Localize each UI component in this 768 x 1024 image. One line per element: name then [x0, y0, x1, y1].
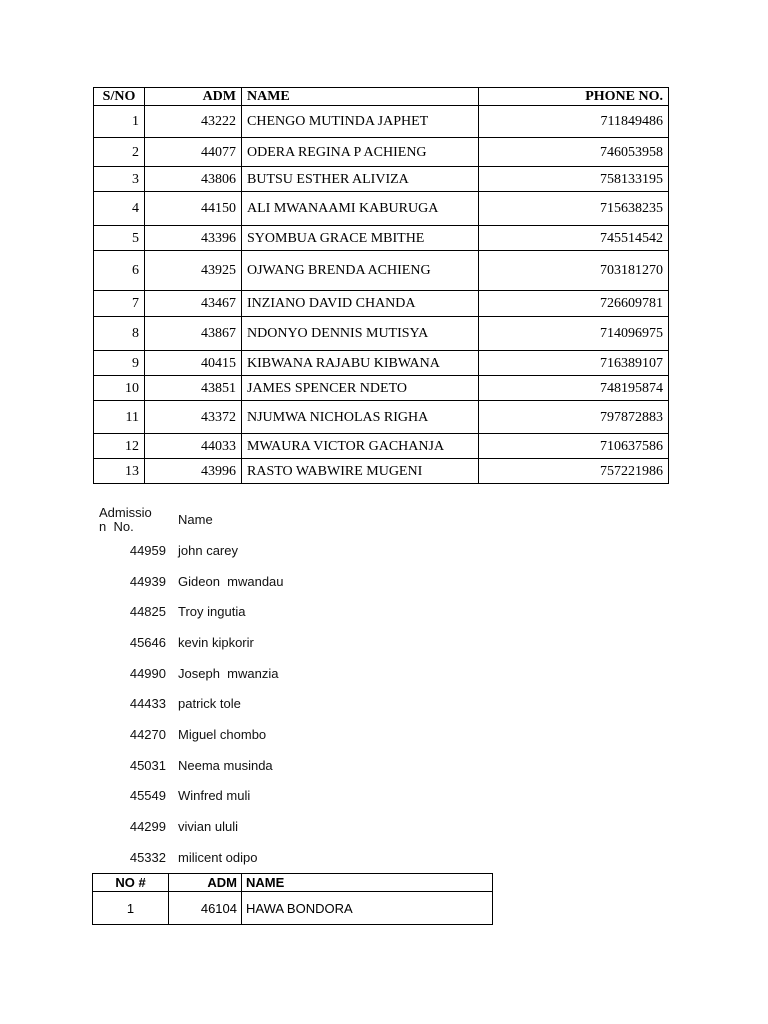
cell-name: NDONYO DENNIS MUTISYA [242, 317, 479, 351]
cell-name: patrick tole [178, 696, 241, 712]
admission-list-table [93, 504, 284, 873]
table-row [93, 781, 284, 812]
cell-name: ALI MWANAAMI KABURUGA [242, 192, 479, 226]
cell-adm: 44150 [145, 192, 242, 226]
cell-name: HAWA BONDORA [242, 892, 493, 925]
cell-admission-no: 45031 [129, 757, 166, 773]
cell-name: OJWANG BRENDA ACHIENG [242, 251, 479, 291]
cell-admission-no: 44939 [129, 573, 166, 589]
table-header-row [94, 88, 669, 106]
cell-adm: 43925 [145, 251, 242, 291]
cell-name: Winfred muli [178, 788, 251, 804]
header-admission-no [93, 504, 178, 535]
cell-adm: 46104 [169, 892, 242, 925]
cell-adm: 43372 [145, 401, 242, 434]
table-body [93, 892, 493, 925]
table-row [94, 226, 669, 251]
table-header-row [93, 504, 284, 535]
cell-name: BUTSU ESTHER ALIVIZA [242, 167, 479, 192]
table-row [94, 138, 669, 167]
table-row [94, 459, 669, 484]
table-row [93, 658, 284, 689]
cell-name: kevin kipkorir [178, 634, 254, 650]
cell-admission-no: 44433 [129, 696, 166, 712]
table-row [93, 719, 284, 750]
cell-adm: 43396 [145, 226, 242, 251]
cell-phone: 748195874 [479, 376, 669, 401]
cell-adm: 43806 [145, 167, 242, 192]
table-row [93, 842, 284, 873]
single-student-table [92, 873, 493, 925]
cell-adm: 43867 [145, 317, 242, 351]
cell-phone: 745514542 [479, 226, 669, 251]
cell-phone: 711849486 [479, 106, 669, 138]
cell-phone: 715638235 [479, 192, 669, 226]
table-body [94, 106, 669, 484]
cell-phone: 726609781 [479, 291, 669, 317]
cell-phone: 710637586 [479, 434, 669, 459]
table-row [94, 291, 669, 317]
cell-adm: 43222 [145, 106, 242, 138]
table-row [94, 317, 669, 351]
cell-name: milicent odipo [178, 849, 258, 865]
cell-phone: 714096975 [479, 317, 669, 351]
table-row [94, 401, 669, 434]
cell-name: john carey [178, 542, 238, 558]
table-row [94, 167, 669, 192]
table-row [93, 627, 284, 658]
cell-admission-no: 44825 [129, 604, 166, 620]
cell-name: Miguel chombo [178, 726, 267, 742]
table-row [94, 376, 669, 401]
cell-admission-no: 45332 [129, 849, 166, 865]
header-admission-no-line1: Admissio [99, 504, 152, 520]
cell-name: MWAURA VICTOR GACHANJA [242, 434, 479, 459]
cell-name: JAMES SPENCER NDETO [242, 376, 479, 401]
cell-adm: 43467 [145, 291, 242, 317]
cell-sno: 3 [94, 167, 145, 192]
table-body [93, 535, 284, 873]
table-row [93, 892, 493, 925]
cell-sno: 2 [94, 138, 145, 167]
cell-name: Gideon mwandau [178, 573, 284, 589]
table-row [93, 688, 284, 719]
cell-admission-no: 44270 [129, 726, 166, 742]
cell-sno: 1 [94, 106, 145, 138]
table-row [94, 192, 669, 226]
cell-sno: 10 [94, 376, 145, 401]
table-row [94, 351, 669, 376]
cell-admission-no: 44990 [129, 665, 166, 681]
cell-admission-no: 44959 [129, 542, 166, 558]
cell-admission-no: 44299 [129, 819, 166, 835]
cell-sno: 5 [94, 226, 145, 251]
header-sno: S/NO [94, 88, 145, 106]
header-name: Name [178, 511, 213, 527]
cell-sno: 7 [94, 291, 145, 317]
table-row [93, 535, 284, 566]
cell-phone: 716389107 [479, 351, 669, 376]
cell-name: CHENGO MUTINDA JAPHET [242, 106, 479, 138]
cell-sno: 9 [94, 351, 145, 376]
cell-name: NJUMWA NICHOLAS RIGHA [242, 401, 479, 434]
header-name: NAME [242, 874, 493, 892]
cell-adm: 43851 [145, 376, 242, 401]
header-adm: ADM [145, 88, 242, 106]
cell-admission-no: 45646 [129, 634, 166, 650]
cell-name: Neema musinda [178, 757, 273, 773]
cell-name: KIBWANA RAJABU KIBWANA [242, 351, 479, 376]
cell-name: RASTO WABWIRE MUGENI [242, 459, 479, 484]
header-phone: PHONE NO. [479, 88, 669, 106]
cell-sno: 4 [94, 192, 145, 226]
cell-phone: 757221986 [479, 459, 669, 484]
table-row [94, 251, 669, 291]
table-row [94, 106, 669, 138]
cell-sno: 12 [94, 434, 145, 459]
cell-sno: 8 [94, 317, 145, 351]
cell-phone: 703181270 [479, 251, 669, 291]
header-no: NO # [93, 874, 169, 892]
cell-name: INZIANO DAVID CHANDA [242, 291, 479, 317]
cell-sno: 13 [94, 459, 145, 484]
cell-name: SYOMBUA GRACE MBITHE [242, 226, 479, 251]
cell-name: vivian ululi [178, 819, 238, 835]
header-name: NAME [242, 88, 479, 106]
cell-no: 1 [93, 892, 169, 925]
cell-name: Troy ingutia [178, 604, 246, 620]
header-adm: ADM [169, 874, 242, 892]
cell-phone: 746053958 [479, 138, 669, 167]
table-row [93, 811, 284, 842]
student-phone-table [93, 87, 669, 484]
cell-adm: 44077 [145, 138, 242, 167]
cell-name: Joseph mwanzia [178, 665, 279, 681]
cell-phone: 797872883 [479, 401, 669, 434]
cell-sno: 6 [94, 251, 145, 291]
cell-admission-no: 45549 [129, 788, 166, 804]
table-row [94, 434, 669, 459]
table-row [93, 566, 284, 597]
cell-adm: 43996 [145, 459, 242, 484]
cell-adm: 44033 [145, 434, 242, 459]
table-row [93, 596, 284, 627]
cell-phone: 758133195 [479, 167, 669, 192]
cell-sno: 11 [94, 401, 145, 434]
cell-name: ODERA REGINA P ACHIENG [242, 138, 479, 167]
header-admission-no-line2: n No. [99, 518, 134, 534]
table-row [93, 750, 284, 781]
table-header-row [93, 874, 493, 892]
cell-adm: 40415 [145, 351, 242, 376]
